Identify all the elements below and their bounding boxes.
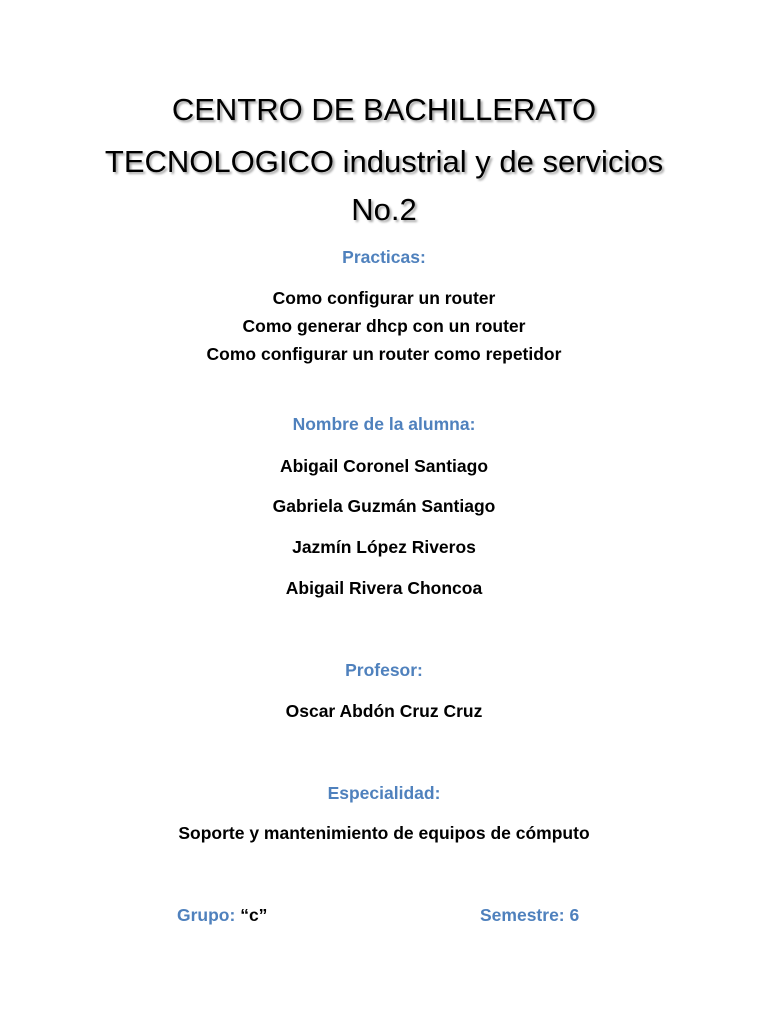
student-name: Abigail Rivera Choncoa bbox=[285, 578, 483, 598]
student-name: Abigail Coronel Santiago bbox=[279, 456, 489, 476]
grupo-label: Grupo: bbox=[177, 905, 236, 925]
title-line-3: No.2 bbox=[351, 192, 417, 227]
title-line-1: CENTRO DE BACHILLERATO bbox=[171, 92, 597, 127]
alumnas-heading: Nombre de la alumna: bbox=[292, 414, 476, 434]
practicas-heading: Practicas: bbox=[342, 247, 426, 267]
semestre-field bbox=[480, 903, 579, 927]
practica-item: Como configurar un router como repetidor bbox=[206, 344, 562, 364]
especialidad-value: Soporte y mantenimiento de equipos de cómputo bbox=[178, 823, 590, 843]
grupo-value: “c” bbox=[240, 905, 268, 925]
practica-item: Como generar dhcp con un router bbox=[242, 316, 526, 336]
semestre-label: Semestre: bbox=[480, 905, 565, 925]
grupo-field bbox=[177, 903, 267, 927]
profesor-name: Oscar Abdón Cruz Cruz bbox=[285, 701, 483, 721]
student-name: Jazmín López Riveros bbox=[292, 537, 476, 557]
student-name: Gabriela Guzmán Santiago bbox=[272, 496, 496, 516]
title-line-2: TECNOLOGICO industrial y de servicios bbox=[104, 144, 664, 179]
especialidad-heading: Especialidad: bbox=[327, 783, 441, 803]
practica-item: Como configurar un router bbox=[272, 288, 496, 308]
profesor-heading: Profesor: bbox=[345, 660, 423, 680]
semestre-value: 6 bbox=[569, 905, 580, 925]
